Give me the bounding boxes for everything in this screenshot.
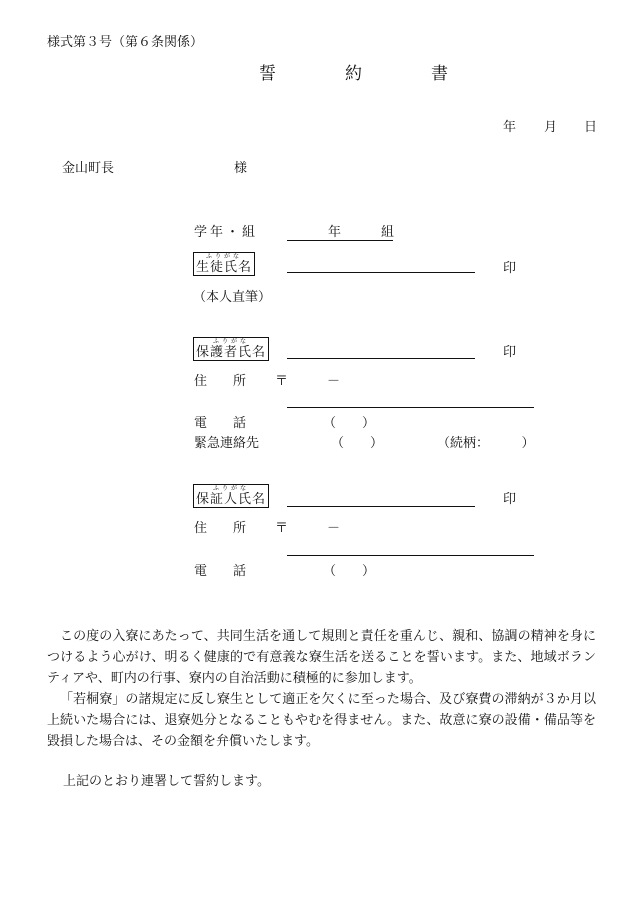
guarantor-phone-parens[interactable]: （ ） — [323, 564, 376, 579]
relation-label[interactable]: （続柄： ） — [437, 436, 535, 451]
closing-statement: 上記のとおり連署して誓約します。 — [63, 774, 270, 789]
document-title: 誓 約 書 — [259, 64, 474, 84]
guardian-name-label: 保護者氏名 — [196, 345, 267, 360]
guardian-name-label-box — [193, 337, 269, 361]
guardian-name-ruby: ふりがな — [213, 338, 250, 345]
grade-class-label: 学年・組 — [194, 225, 259, 240]
guardian-name-line[interactable] — [287, 358, 475, 359]
guarantor-postal-mark: 〒 — [275, 521, 289, 536]
class-unit: 組 — [381, 225, 395, 240]
guardian-phone-label: 電 話 — [194, 416, 247, 431]
guarantor-address-line[interactable] — [287, 555, 534, 556]
student-name-ruby: ふりがな — [206, 253, 243, 260]
guardian-postal-mark: 〒 — [275, 374, 289, 389]
grade-class-line[interactable] — [287, 240, 393, 241]
date-day-label: 日 — [584, 120, 598, 135]
emergency-contact-parens[interactable]: （ ） — [331, 436, 384, 451]
form-number: 様式第３号（第６条関係） — [47, 35, 204, 50]
guarantor-postal-dash: － — [327, 521, 341, 536]
guarantor-phone-label: 電 話 — [194, 564, 247, 579]
student-name-line[interactable] — [287, 272, 475, 273]
guarantor-seal-mark: 印 — [503, 492, 517, 507]
guardian-address-line[interactable] — [287, 407, 534, 408]
guarantor-name-line[interactable] — [287, 506, 475, 507]
guardian-address-label: 住 所 — [194, 374, 247, 389]
date-year-label: 年 — [503, 120, 517, 135]
date-month-label: 月 — [544, 120, 558, 135]
addressee-honorific: 様 — [234, 161, 248, 176]
student-name-label-box — [193, 252, 255, 276]
guarantor-address-label: 住 所 — [194, 521, 247, 536]
guardian-phone-parens[interactable]: （ ） — [323, 416, 376, 431]
addressee-name: 金山町長 — [62, 161, 115, 176]
student-name-label: 生徒氏名 — [196, 260, 253, 275]
guardian-postal-dash: － — [327, 374, 341, 389]
pledge-paragraph-1: この度の入寮にあたって、共同生活を通して規則と責任を重んじ、親和、協調の精神を身につけるよう心がけ、明るく健康的で有意義な寮生活を送ることを誓います。また、地域ボランティアや、町内の行事、寮内の自治活動に積極的に参加します。 — [47, 629, 596, 686]
student-seal-mark: 印 — [503, 261, 517, 276]
guarantor-name-ruby: ふりがな — [213, 485, 250, 492]
guardian-seal-mark: 印 — [503, 345, 517, 360]
pledge-paragraph-2: 「若桐寮」の諸規定に反し寮生として適正を欠くに至った場合、及び寮費の滞納が３か月以上続いた場合には、退寮処分となることもやむを得ません。また、故意に寮の設備・備品等を毀損した場合は、その金額を弁償いたします。 — [47, 692, 596, 749]
guarantor-name-label-box — [193, 484, 269, 508]
guarantor-name-label: 保証人氏名 — [196, 492, 267, 507]
handwritten-note: （本人直筆） — [193, 290, 272, 305]
emergency-contact-label: 緊急連絡先 — [194, 436, 260, 451]
grade-unit: 年 — [328, 225, 342, 240]
